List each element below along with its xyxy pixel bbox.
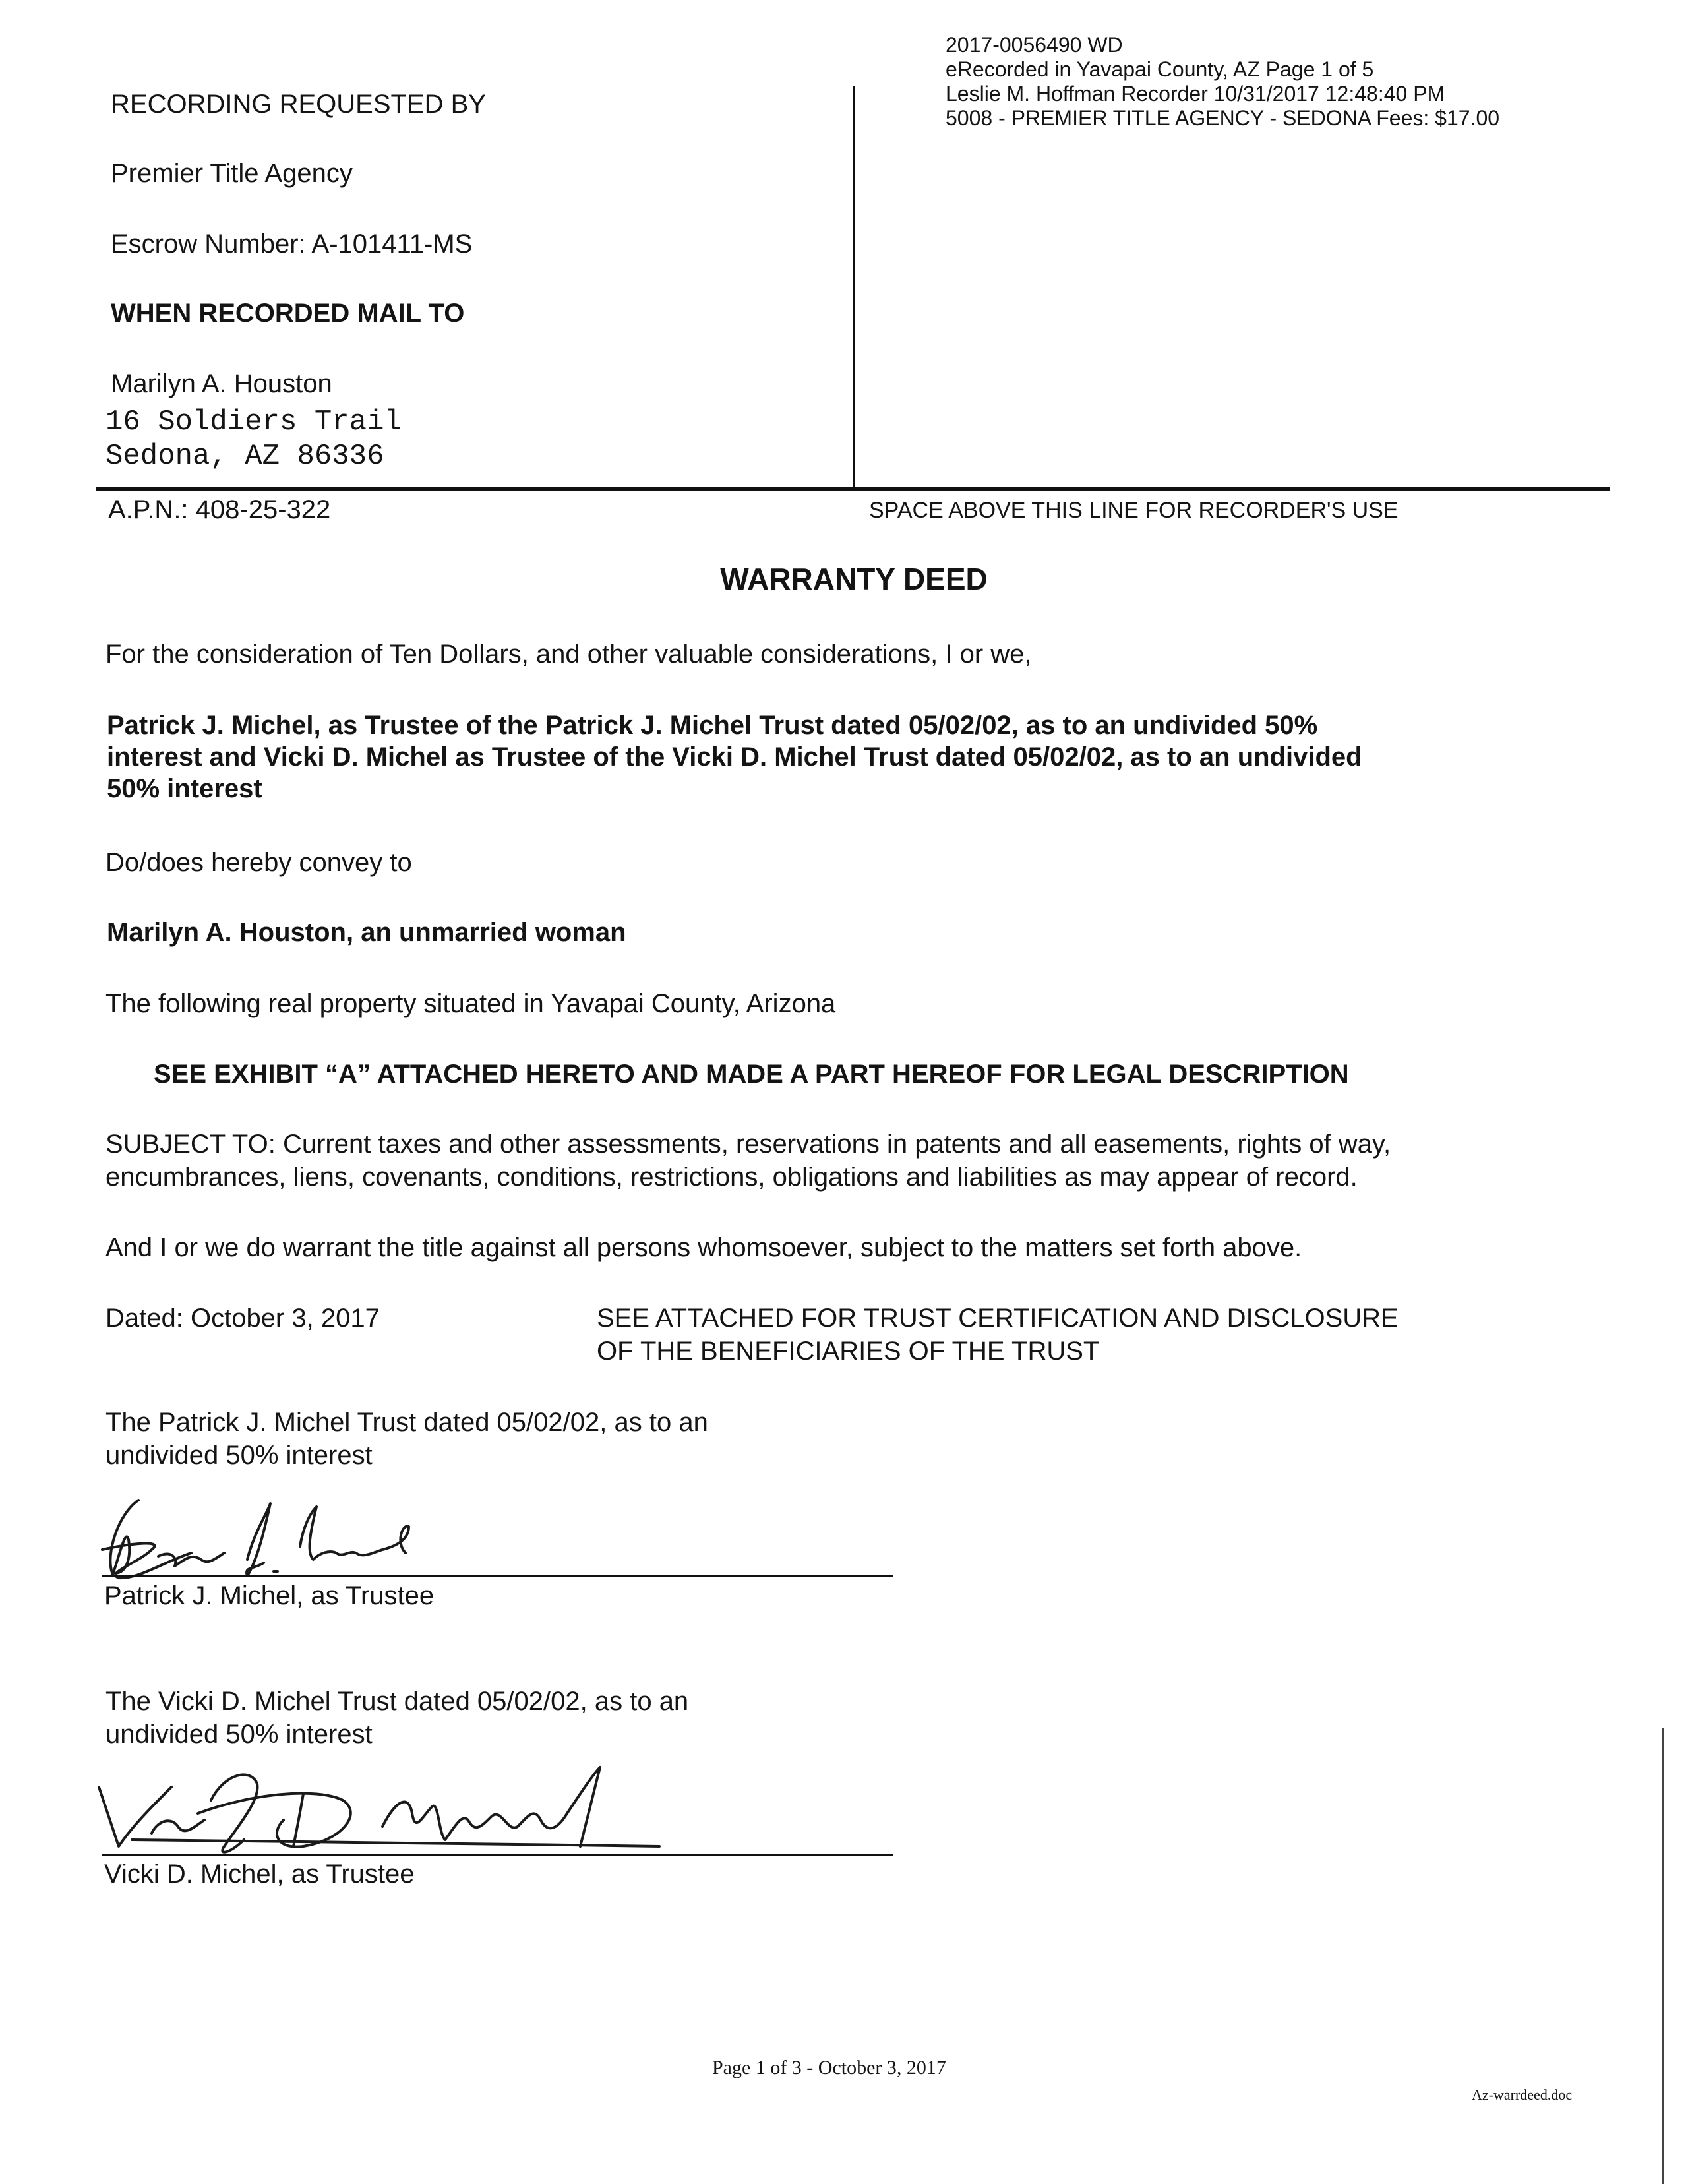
mail-to-street: 16 Soldiers Trail	[106, 406, 402, 439]
apn: A.P.N.: 408-25-322	[108, 495, 331, 524]
recording-requested-label: RECORDING REQUESTED BY	[111, 90, 486, 119]
warrant-text: And I or we do warrant the title against all persons whomsoever, subject to the matters set forth above.	[106, 1233, 1302, 1262]
grantors-line-1: Patrick J. Michel, as Trustee of the Patrick J. Michel Trust dated 05/02/02, as to an undivided 50%	[107, 711, 1318, 740]
signer1-trust-line-2: undivided 50% interest	[106, 1441, 373, 1470]
vicki-signature	[79, 1754, 673, 1866]
signer1-trust-line-1: The Patrick J. Michel Trust dated 05/02/02, as to an	[106, 1408, 708, 1437]
signer2-trust-line-1: The Vicki D. Michel Trust dated 05/02/02, as to an	[106, 1687, 689, 1716]
trust-certification-note	[597, 1302, 1399, 1368]
trust-cert-line-1: SEE ATTACHED FOR TRUST CERTIFICATION AND DISCLOSURE	[597, 1304, 1399, 1333]
recorder-recorded-line: eRecorded in Yavapai County, AZ Page 1 of 5	[946, 57, 1374, 81]
footer-filename: Az-warrdeed.doc	[1472, 2086, 1573, 2103]
recorder-doc-number: 2017-0056490 WD	[946, 33, 1123, 57]
footer-page-number: Page 1 of 3 - October 3, 2017	[712, 2057, 946, 2078]
grantors-paragraph	[107, 710, 1362, 804]
signer1-signature-line	[102, 1575, 893, 1577]
trust-cert-line-2: OF THE BENEFICIARIES OF THE TRUST	[597, 1337, 1100, 1366]
subject-to-line-1: SUBJECT TO: Current taxes and other assessments, reservations in patents and all easements, rights of way,	[106, 1130, 1391, 1159]
signer1-trust-description	[106, 1406, 708, 1472]
signer2-caption: Vicki D. Michel, as Trustee	[104, 1860, 415, 1889]
space-above-label: SPACE ABOVE THIS LINE FOR RECORDER'S USE	[869, 498, 1399, 523]
signer2-trust-description	[106, 1685, 688, 1751]
recorder-agency-line: 5008 - PREMIER TITLE AGENCY - SEDONA Fees: $17.00	[946, 106, 1500, 130]
document-title: WARRANTY DEED	[720, 562, 988, 596]
mail-to-city: Sedona, AZ 86336	[106, 440, 384, 473]
subject-to-line-2: encumbrances, liens, covenants, conditions, restrictions, obligations and liabilities as may appear of record.	[106, 1163, 1358, 1192]
grantors-line-3: 50% interest	[107, 774, 262, 803]
scan-edge-line	[1662, 1728, 1664, 2184]
exhibit-reference: SEE EXHIBIT “A” ATTACHED HERETO AND MADE A PART HEREOF FOR LEGAL DESCRIPTION	[154, 1060, 1349, 1089]
header-vertical-divider	[853, 86, 855, 489]
recorder-space-rule	[96, 487, 1610, 491]
grantee-text: Marilyn A. Houston, an unmarried woman	[107, 918, 626, 947]
when-recorded-mail-to-label: WHEN RECORDED MAIL TO	[111, 299, 465, 328]
consideration-text: For the consideration of Ten Dollars, and other valuable considerations, I or we,	[106, 640, 1032, 669]
signer2-signature-line	[102, 1854, 893, 1856]
recorder-stamp	[946, 33, 1499, 131]
convey-text: Do/does hereby convey to	[106, 848, 412, 877]
subject-to-paragraph	[106, 1128, 1391, 1194]
mail-to-name: Marilyn A. Houston	[111, 369, 332, 398]
signer2-trust-line-2: undivided 50% interest	[106, 1720, 373, 1749]
grantors-line-2: interest and Vicki D. Michel as Trustee of the Vicki D. Michel Trust dated 05/02/02, as to an undivided	[107, 743, 1362, 772]
signer1-caption: Patrick J. Michel, as Trustee	[104, 1581, 435, 1610]
property-text: The following real property situated in Yavapai County, Arizona	[106, 989, 836, 1018]
dated-text: Dated: October 3, 2017	[106, 1304, 380, 1333]
title-agency-name: Premier Title Agency	[111, 159, 353, 188]
recorder-name-line: Leslie M. Hoffman Recorder 10/31/2017 12:48:40 PM	[946, 82, 1445, 106]
escrow-number: Escrow Number: A-101411-MS	[111, 229, 473, 258]
patrick-signature	[92, 1487, 488, 1586]
